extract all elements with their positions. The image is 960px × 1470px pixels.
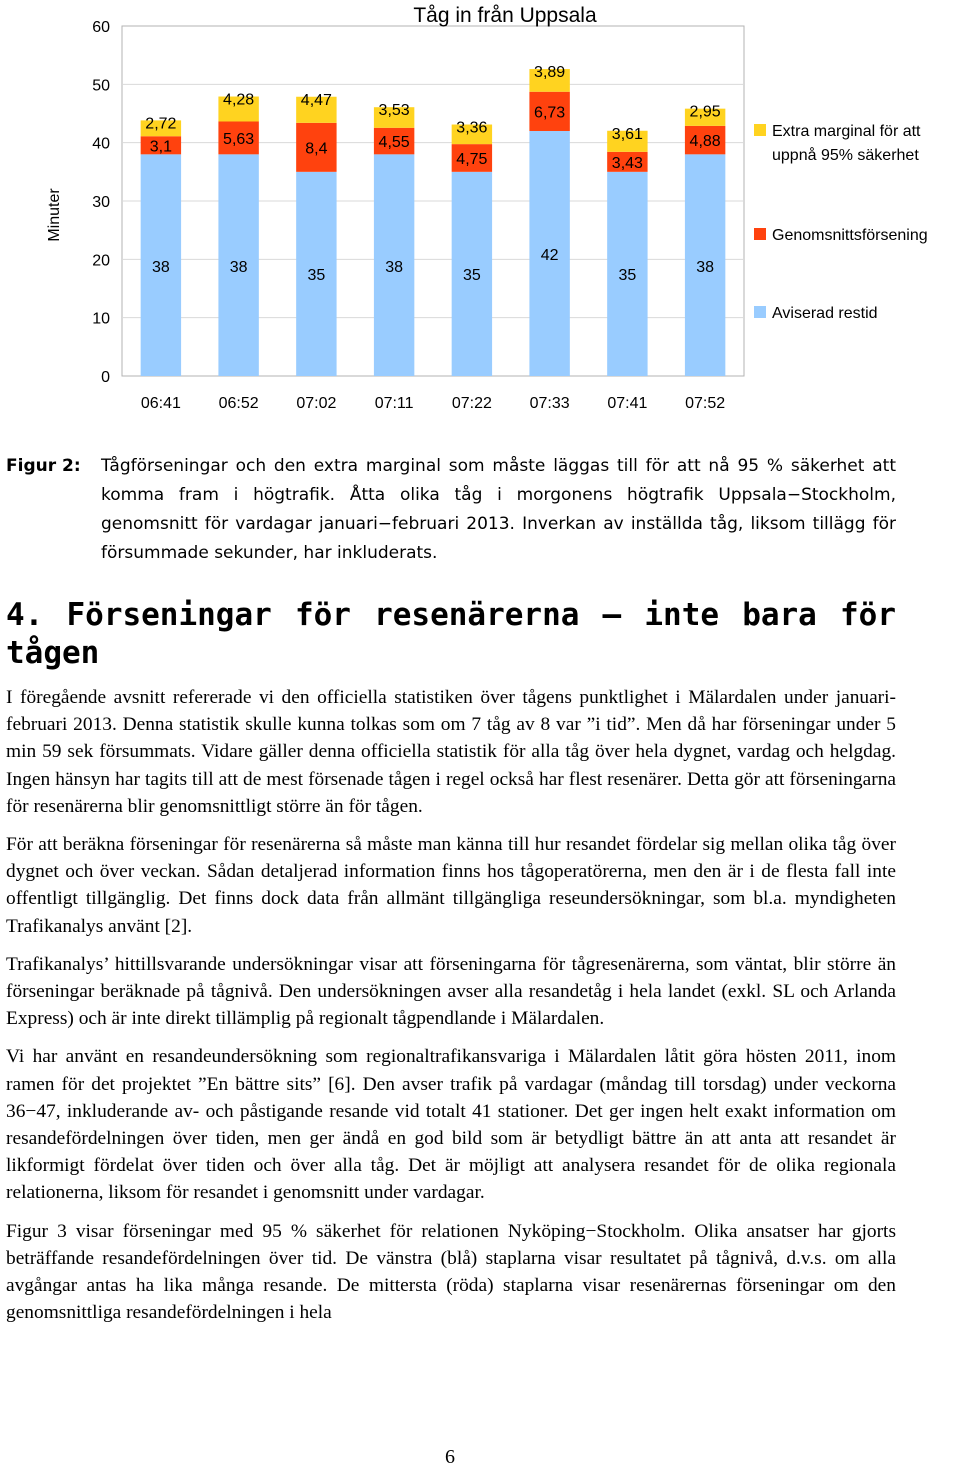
data-label: 4,28 bbox=[223, 91, 255, 109]
paragraph: För att beräkna förseningar för resenärerna så måste man känna till hur resandet fördelar sig mellan olika tåg över dygnet och över veckan. Sådan detaljerad information finns hos tågoperatörerna, men den är i de flesta fall inte offentligt tillgänglig. Det finns dock data från allmänt tillgängliga reseundersökningar, som bl.a. myndigheten Trafikanalys använt [2]. bbox=[6, 834, 896, 937]
data-label: 3,1 bbox=[149, 138, 172, 156]
data-label: 35 bbox=[462, 267, 481, 284]
paragraph: Figur 3 visar förseningar med 95 % säkerhet för relationen Nyköping−Stockholm. Olika ansatser har gjorts beträffande resandefördelningen över tid. De vänstra (blå) staplarna visar resultatet på tågnivå, d.v.s. om alla avgångar antas ha lika många resande. De mittersta (röda) staplarna visar resenärernas förseningar om den genomsnittliga resandefördelningen i hela bbox=[6, 1220, 896, 1324]
legend bbox=[754, 123, 928, 322]
y-tick-label: 10 bbox=[92, 310, 110, 328]
figure-caption bbox=[6, 452, 896, 568]
paragraph: Vi har använt en resandeundersökning som regionaltrafikansvariga i Mälardalen låtit göra hösten 2011, inom ramen för det projektet ”En bättre sits” [6]. Den avser trafik på vardagar (måndag till torsdag) under veckorna 36−47, inkluderande av- och påstigande resande vid totalt 41 stationer. Det ger ingen helt exakt information om resandefördelningen över tiden, men ger ändå en god bild som är betydligt bättre än att anta att resandet är likformigt fördelat över tiden och över alla tåg. Det är möjligt att analysera resandet för de olika regionala relationerna, liksom för resandet i genomsnitt under vardagar. bbox=[6, 1046, 896, 1204]
delay-chart bbox=[0, 0, 960, 420]
data-label: 6,73 bbox=[534, 104, 566, 122]
y-axis-label: Minuter bbox=[46, 188, 63, 242]
figure-label: Figur 2: bbox=[6, 456, 81, 476]
data-label: 4,47 bbox=[300, 91, 332, 109]
data-label: 35 bbox=[618, 267, 637, 284]
data-label: 3,89 bbox=[534, 64, 566, 82]
y-tick-label: 20 bbox=[92, 252, 110, 270]
y-tick-label: 60 bbox=[92, 19, 110, 36]
data-label: 8,4 bbox=[305, 140, 328, 158]
data-label: 5,63 bbox=[223, 130, 255, 148]
data-label: 42 bbox=[540, 247, 559, 264]
legend-entry: uppnå 95% säkerhet bbox=[772, 147, 919, 164]
legend-swatch bbox=[754, 306, 766, 318]
x-tick-label: 06:52 bbox=[218, 395, 259, 412]
data-label: 35 bbox=[307, 267, 326, 284]
legend-swatch bbox=[754, 124, 766, 136]
x-tick-label: 07:41 bbox=[607, 395, 648, 412]
y-tick-label: 40 bbox=[92, 135, 110, 153]
data-label: 3,61 bbox=[611, 125, 643, 143]
section-heading: 4. Förseningar för resenärerna – inte bara för tågen bbox=[6, 597, 896, 671]
y-tick-label: 0 bbox=[101, 369, 110, 386]
chart-title: Tåg in från Uppsala bbox=[413, 4, 597, 27]
legend-entry: Aviserad restid bbox=[772, 305, 878, 322]
legend-entry: Genomsnittsförsening bbox=[772, 227, 928, 244]
figure-caption-text: Tågförseningar och den extra marginal som måste läggas till för att nå 95 % säkerhet att komma fram i högtrafik. Åtta olika tåg i morgonens högtrafik Uppsala−Stockholm, genomsnitt för vardagar januari−februari 2013. Inverkan av inställda tåg, liksom tillägg för försummade sekunder, har inkluderats. bbox=[101, 456, 896, 563]
body-text bbox=[6, 684, 896, 1337]
data-label: 38 bbox=[151, 259, 170, 276]
data-label: 4,88 bbox=[689, 133, 721, 151]
x-tick-label: 06:41 bbox=[140, 395, 181, 412]
paragraph: I föregående avsnitt refererade vi den officiella statistiken över tågens punktlighet i Mälardalen under januari-februari 2013. Denna statistik skulle kunna tolkas som om 7 tåg av 8 var ”i tid”. Men då har förseningar under 5 min 59 sek försummats. Vidare gäller denna officiella statistik för alla tåg över hela dygnet, vardag och helgdag. Ingen hänsyn har tagits till att de mest försenade tågen i regel också har flest resenärer. Detta gör att förseningarna för resenärerna blir genomsnittligt större än för tågen. bbox=[6, 687, 896, 817]
paragraph: Trafikanalys’ hittillsvarande undersökningar visar att förseningarna för tågresenärerna, som väntat, blir större än förseningar beräknade på tågnivå. Den undersökningen avser alla resandetåg i hela landet (exkl. SL och Arlanda Express) och är inte direkt tillämplig på regionalt tågpendlande i Mälardalen. bbox=[6, 953, 896, 1030]
data-label: 38 bbox=[385, 259, 404, 276]
y-tick-label: 30 bbox=[92, 194, 110, 211]
page-number: 6 bbox=[445, 1446, 455, 1468]
data-label: 3,43 bbox=[611, 154, 643, 172]
data-label: 2,95 bbox=[689, 103, 721, 121]
x-tick-label: 07:22 bbox=[451, 395, 492, 412]
data-label: 38 bbox=[696, 259, 715, 276]
x-tick-label: 07:02 bbox=[296, 395, 337, 412]
x-tick-label: 07:52 bbox=[685, 395, 726, 412]
legend-entry: Extra marginal för att bbox=[772, 123, 921, 140]
y-tick-label: 50 bbox=[92, 77, 110, 95]
data-label: 38 bbox=[229, 259, 248, 276]
data-label: 3,53 bbox=[378, 102, 410, 120]
data-label: 2,72 bbox=[145, 115, 177, 133]
x-tick-label: 07:33 bbox=[529, 395, 570, 412]
legend-swatch bbox=[754, 228, 766, 240]
data-label: 4,75 bbox=[456, 150, 488, 168]
data-label: 4,55 bbox=[378, 134, 410, 152]
x-tick-label: 07:11 bbox=[374, 395, 414, 412]
data-label: 3,36 bbox=[456, 119, 488, 137]
